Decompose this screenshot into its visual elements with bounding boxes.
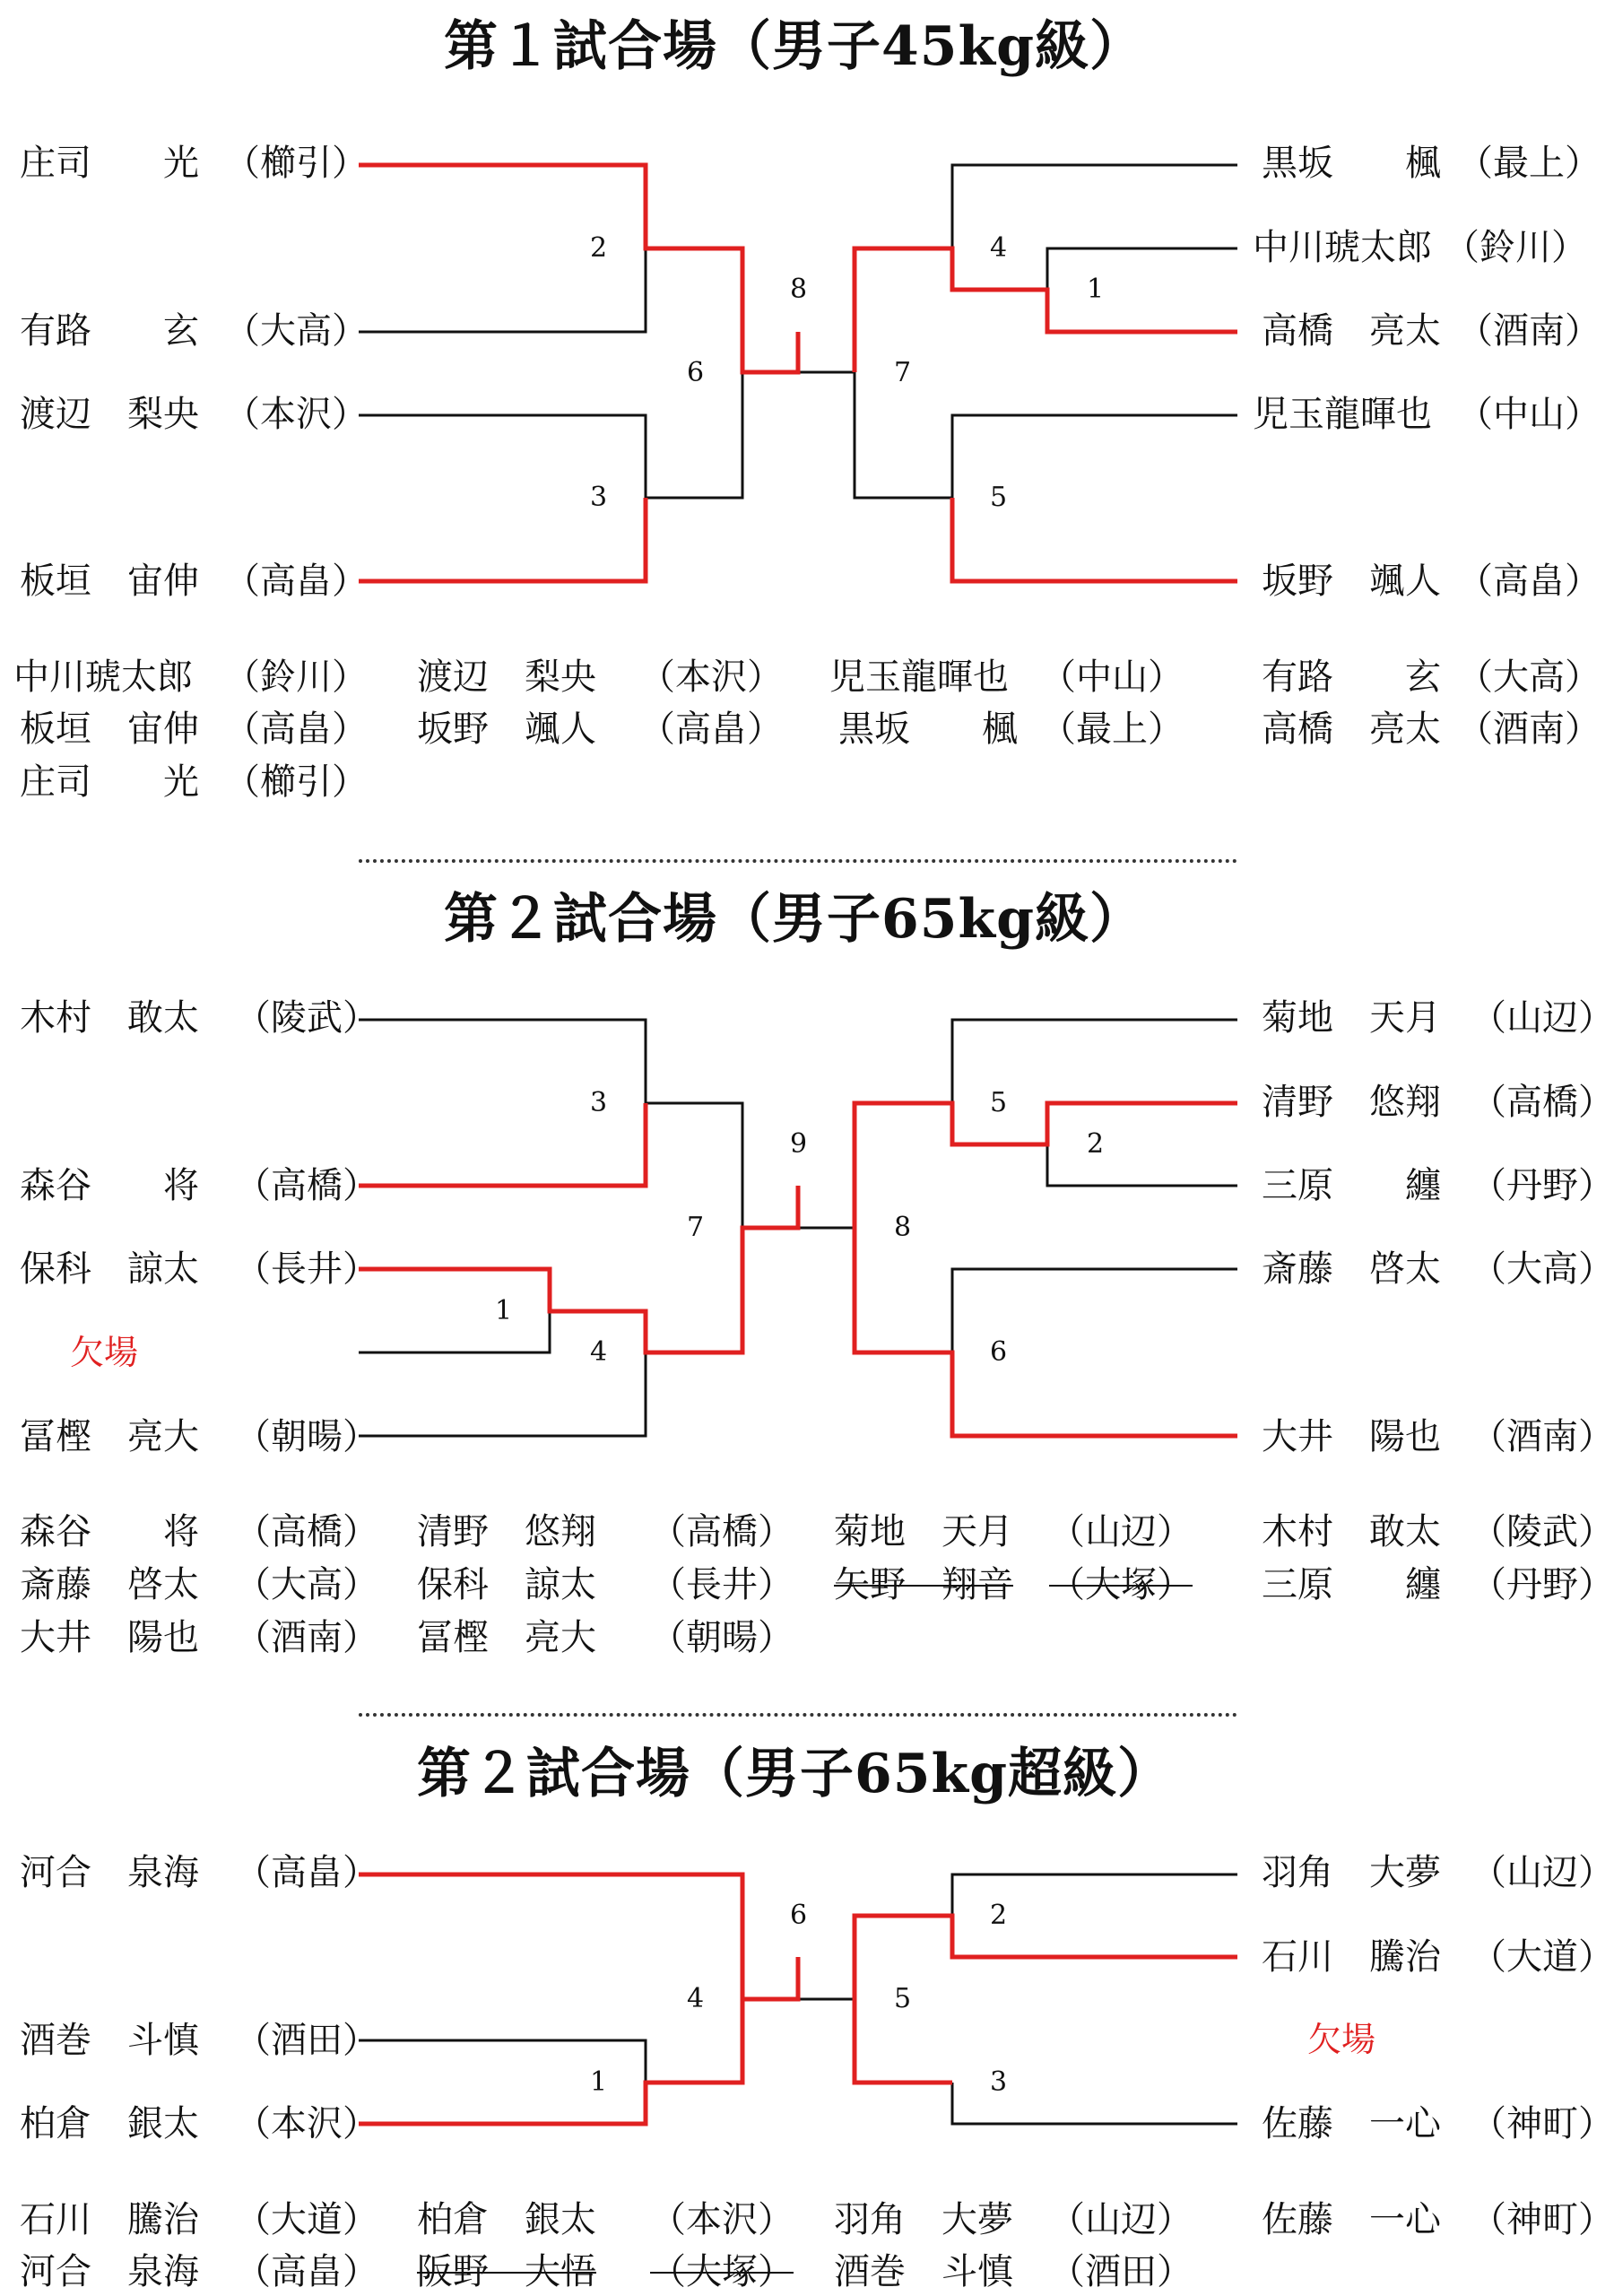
section-divider [359, 859, 1237, 863]
result-team: （酒南） [1457, 709, 1601, 750]
player-name: 渡辺 梨央 [20, 394, 199, 435]
player-team: （本沢） [224, 394, 368, 435]
player-name: 保科 諒太 [20, 1248, 199, 1290]
match-number: 4 [590, 1336, 608, 1368]
player-team: （山辺） [1471, 1852, 1614, 1893]
result-team: （酒田） [1049, 2251, 1193, 2292]
player-team: （酒南） [1457, 310, 1601, 352]
player-team: （高畠） [235, 1852, 378, 1893]
result-name: 佐藤 一心 [1262, 2199, 1441, 2240]
result-team: （酒南） [235, 1617, 378, 1658]
match-number: 3 [590, 1087, 608, 1118]
result-name: 渡辺 梨央 [417, 657, 596, 698]
player-name: 清野 悠翔 [1262, 1082, 1441, 1123]
result-name: 中川琥太郎 [13, 657, 193, 698]
result-name: 菊地 天月 [834, 1511, 1013, 1552]
result-name: 冨樫 亮大 [417, 1617, 596, 1658]
match-number: 1 [495, 1295, 513, 1326]
result-name: 板垣 宙伸 [20, 709, 199, 750]
player-name: 板垣 宙伸 [20, 561, 199, 602]
winner-line [359, 1186, 798, 1352]
result-team: （陵武） [1471, 1511, 1614, 1552]
match-number: 6 [687, 357, 705, 388]
match-number: 1 [1087, 274, 1105, 305]
bracket-line [952, 165, 1237, 290]
result-name: 三原 纏 [1262, 1564, 1441, 1605]
player-name: 中川琥太郎 [1253, 227, 1432, 268]
result-name: 森谷 将 [20, 1511, 199, 1552]
player-name: 冨樫 亮大 [20, 1416, 199, 1457]
player-team: （山辺） [1471, 997, 1614, 1039]
section-title: 第２試合場（男子65kg級） [444, 888, 1145, 951]
bracket-line [1047, 248, 1237, 290]
result-team: （大道） [235, 2199, 378, 2240]
player-name: 大井 陽也 [1262, 1416, 1441, 1457]
player-team: （最上） [1457, 143, 1601, 184]
player-team: （高畠） [224, 561, 368, 602]
result-name: 木村 敢太 [1262, 1511, 1441, 1552]
match-number: 5 [990, 482, 1008, 513]
player-team: （大高） [224, 310, 368, 352]
match-number: 8 [894, 1212, 912, 1243]
result-name: 有路 玄 [1262, 657, 1441, 698]
player-team: （櫛引） [224, 143, 368, 184]
result-team: （高畠） [639, 709, 783, 750]
result-team: （本沢） [650, 2199, 794, 2240]
match-number: 6 [990, 1336, 1008, 1368]
match-number: 6 [790, 1900, 808, 1931]
bracket-line [855, 372, 952, 498]
result-team: （大高） [1457, 657, 1601, 698]
result-team: （本沢） [639, 657, 783, 698]
winner-line [855, 1916, 1237, 1999]
result-team: （長井） [650, 1564, 794, 1605]
player-team: （丹野） [1471, 1165, 1614, 1206]
result-team: （高畠） [235, 2251, 378, 2292]
result-name: 羽角 大夢 [834, 2199, 1013, 2240]
result-name: 黒坂 楓 [838, 709, 1018, 750]
player-team: （高畠） [1457, 561, 1601, 602]
match-number: 2 [1087, 1128, 1105, 1160]
result-name: 保科 諒太 [417, 1564, 596, 1605]
player-team: （神町） [1471, 2103, 1614, 2144]
result-team: （山辺） [1049, 2199, 1193, 2240]
player-team: （高橋） [1471, 1082, 1614, 1123]
player-name: 菊地 天月 [1262, 997, 1441, 1039]
player-team: （中山） [1457, 394, 1601, 435]
player-name: 児玉龍暉也 [1253, 394, 1432, 435]
result-team: （高橋） [650, 1511, 794, 1552]
absent-label: 欠場 [70, 1333, 139, 1372]
bracket-line [359, 1311, 550, 1352]
section-title: 第２試合場（男子65kg超級） [417, 1743, 1173, 1805]
player-team: （大高） [1471, 1248, 1614, 1290]
match-number: 5 [894, 1983, 912, 2014]
bracket-line [646, 1103, 742, 1228]
result-name: 児玉龍暉也 [829, 657, 1009, 698]
result-name: 清野 悠翔 [417, 1511, 596, 1552]
player-name: 河合 泉海 [20, 1852, 199, 1893]
player-name: 坂野 颯人 [1262, 561, 1441, 602]
player-name: 酒巻 斗慎 [20, 2020, 199, 2061]
bracket-line [1047, 1144, 1237, 1186]
player-team: （長井） [235, 1248, 378, 1290]
player-team: （陵武） [235, 997, 378, 1039]
struck-result-team: （大塚） [1049, 1564, 1193, 1605]
player-name: 三原 纏 [1262, 1165, 1441, 1206]
player-name: 斎藤 啓太 [1262, 1248, 1441, 1290]
result-name: 庄司 光 [20, 761, 199, 803]
section-divider [359, 1713, 1237, 1717]
player-name: 羽角 大夢 [1262, 1852, 1441, 1893]
winner-line [359, 1874, 798, 1999]
struck-result-name: 阪野 大悟 [417, 2251, 596, 2292]
struck-result-name: 矢野 翔音 [834, 1564, 1013, 1605]
match-number: 7 [894, 357, 912, 388]
player-name: 石川 騰治 [1262, 1936, 1441, 1978]
match-number: 7 [687, 1212, 705, 1243]
match-number: 2 [990, 1900, 1008, 1931]
result-name: 酒巻 斗慎 [834, 2251, 1013, 2292]
result-team: （高畠） [224, 709, 368, 750]
result-team: （大高） [235, 1564, 378, 1605]
match-number: 2 [590, 232, 608, 264]
match-number: 9 [790, 1128, 808, 1160]
match-number: 4 [990, 232, 1008, 264]
winner-line [359, 1999, 742, 2124]
result-team: （櫛引） [224, 761, 368, 803]
result-team: （中山） [1040, 657, 1184, 698]
match-number: 5 [990, 1087, 1008, 1118]
result-name: 高橋 亮太 [1262, 709, 1441, 750]
result-team: （最上） [1040, 709, 1184, 750]
match-number: 4 [687, 1983, 705, 2014]
winner-line [855, 1228, 1237, 1436]
result-name: 斎藤 啓太 [20, 1564, 199, 1605]
result-name: 河合 泉海 [20, 2251, 199, 2292]
result-team: （神町） [1471, 2199, 1614, 2240]
section-title: 第１試合場（男子45kg級） [444, 15, 1145, 78]
player-team: （本沢） [235, 2103, 378, 2144]
result-name: 柏倉 銀太 [417, 2199, 596, 2240]
player-name: 森谷 将 [20, 1165, 199, 1206]
result-team: （朝暘） [650, 1617, 794, 1658]
result-team: （高橋） [235, 1511, 378, 1552]
player-team: （大道） [1471, 1936, 1614, 1978]
result-team: （山辺） [1049, 1511, 1193, 1552]
match-number: 3 [990, 2066, 1008, 2098]
bracket-line [646, 372, 742, 498]
struck-result-team: （大塚） [650, 2251, 794, 2292]
match-number: 3 [590, 482, 608, 513]
player-name: 佐藤 一心 [1262, 2103, 1441, 2144]
result-name: 石川 騰治 [20, 2199, 199, 2240]
result-team: （丹野） [1471, 1564, 1614, 1605]
match-number: 8 [790, 274, 808, 305]
match-number: 1 [590, 2066, 608, 2098]
player-name: 有路 玄 [20, 310, 199, 352]
player-team: （朝暘） [235, 1416, 378, 1457]
player-name: 庄司 光 [20, 143, 199, 184]
result-team: （鈴川） [224, 657, 368, 698]
absent-label: 欠場 [1307, 2020, 1376, 2059]
result-name: 大井 陽也 [20, 1617, 199, 1658]
player-team: （高橋） [235, 1165, 378, 1206]
player-team: （酒南） [1471, 1416, 1614, 1457]
player-name: 柏倉 銀太 [20, 2103, 199, 2144]
player-name: 木村 敢太 [20, 997, 199, 1039]
result-name: 坂野 颯人 [417, 709, 596, 750]
player-name: 黒坂 楓 [1262, 143, 1441, 184]
winner-line [359, 165, 798, 372]
player-team: （鈴川） [1444, 227, 1587, 268]
player-team: （酒田） [235, 2020, 378, 2061]
player-name: 高橋 亮太 [1262, 310, 1441, 352]
